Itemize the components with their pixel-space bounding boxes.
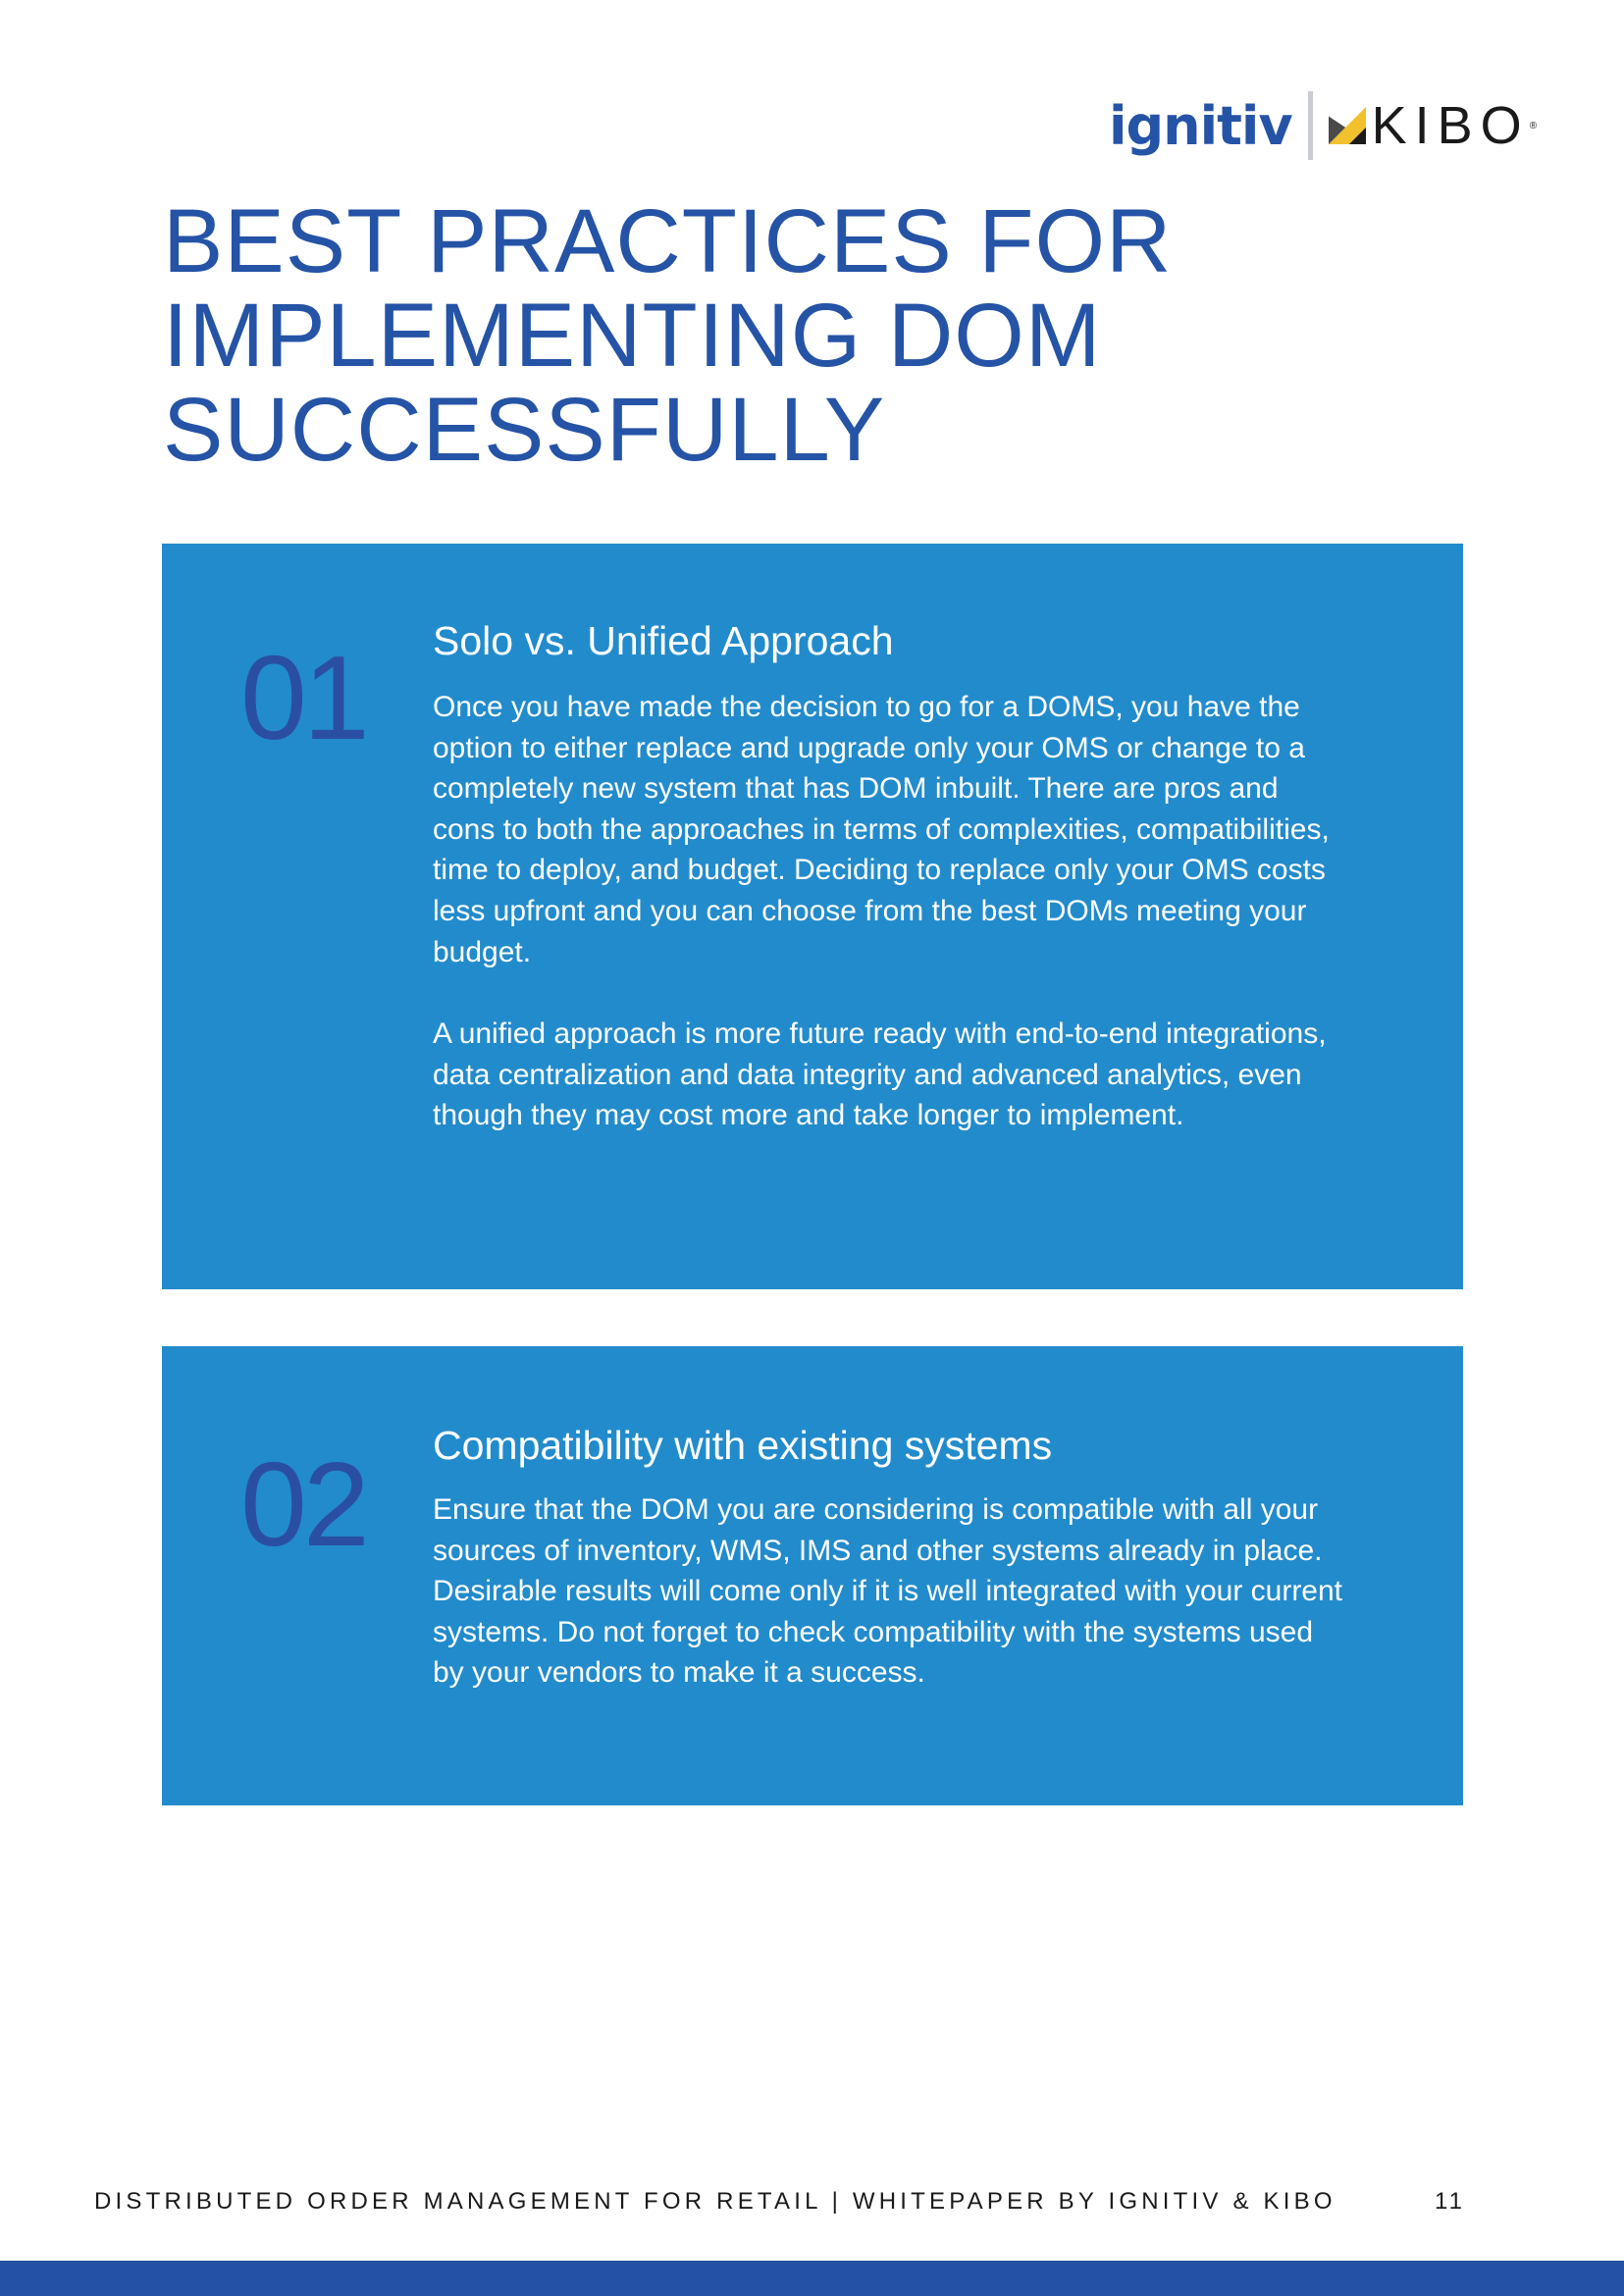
page-title-line-3: SUCCESSFULLY [163, 380, 886, 480]
brand-logos [1109, 86, 1537, 165]
practice-heading: Solo vs. Unified Approach [433, 618, 894, 663]
logo-divider [1308, 91, 1313, 160]
practice-number: 01 [240, 631, 366, 764]
ignitiv-logo: ignitiv [1109, 94, 1292, 157]
kibo-logo: KIBO [1371, 96, 1530, 155]
practice-number: 02 [240, 1437, 366, 1571]
practice-card-01 [162, 544, 1463, 1289]
page-title-line-2: IMPLEMENTING DOM [163, 286, 1102, 386]
practice-heading: Compatibility with existing systems [433, 1423, 1053, 1468]
practice-paragraph: Ensure that the DOM you are considering is compatible with all your sources of inventory, WMS, IMS and other systems already in place. Desirable results will come only if it is well integrated with your current systems. Do not forget to check compatibility with the systems used by your vendors to make it a success. [433, 1493, 1343, 1690]
practice-paragraph: A unified approach is more future ready with end-to-end integrations, data centralization and data integrity and advanced analytics, even though they may cost more and take longer to implement. [433, 1018, 1327, 1132]
kibo-registered-mark: ® [1529, 120, 1538, 131]
page-title [163, 191, 1242, 480]
bottom-bar [0, 2261, 1624, 2296]
practice-paragraph: Once you have made the decision to go for a DOMS, you have the option to either replace and upgrade only your OMS or change to a completely new system that has DOM inbuilt. There are pros and cons to both the approaches in terms of complexities, compatibilities, time to deploy, and budget. Deciding to replace only your OMS costs less upfront and you can choose from the best DOMs meeting your budget. [433, 691, 1330, 968]
footer-text: DISTRIBUTED ORDER MANAGEMENT FOR RETAIL | WHITEPAPER BY IGNITIV & KIBO [94, 2188, 1336, 2215]
practice-card-02 [162, 1346, 1463, 1805]
page-title-line-1: BEST PRACTICES FOR [163, 191, 1173, 291]
practice-body [433, 687, 1345, 1177]
kibo-mark-icon [1329, 107, 1366, 144]
practice-body [433, 1489, 1345, 1735]
page-number: 11 [1435, 2188, 1465, 2215]
